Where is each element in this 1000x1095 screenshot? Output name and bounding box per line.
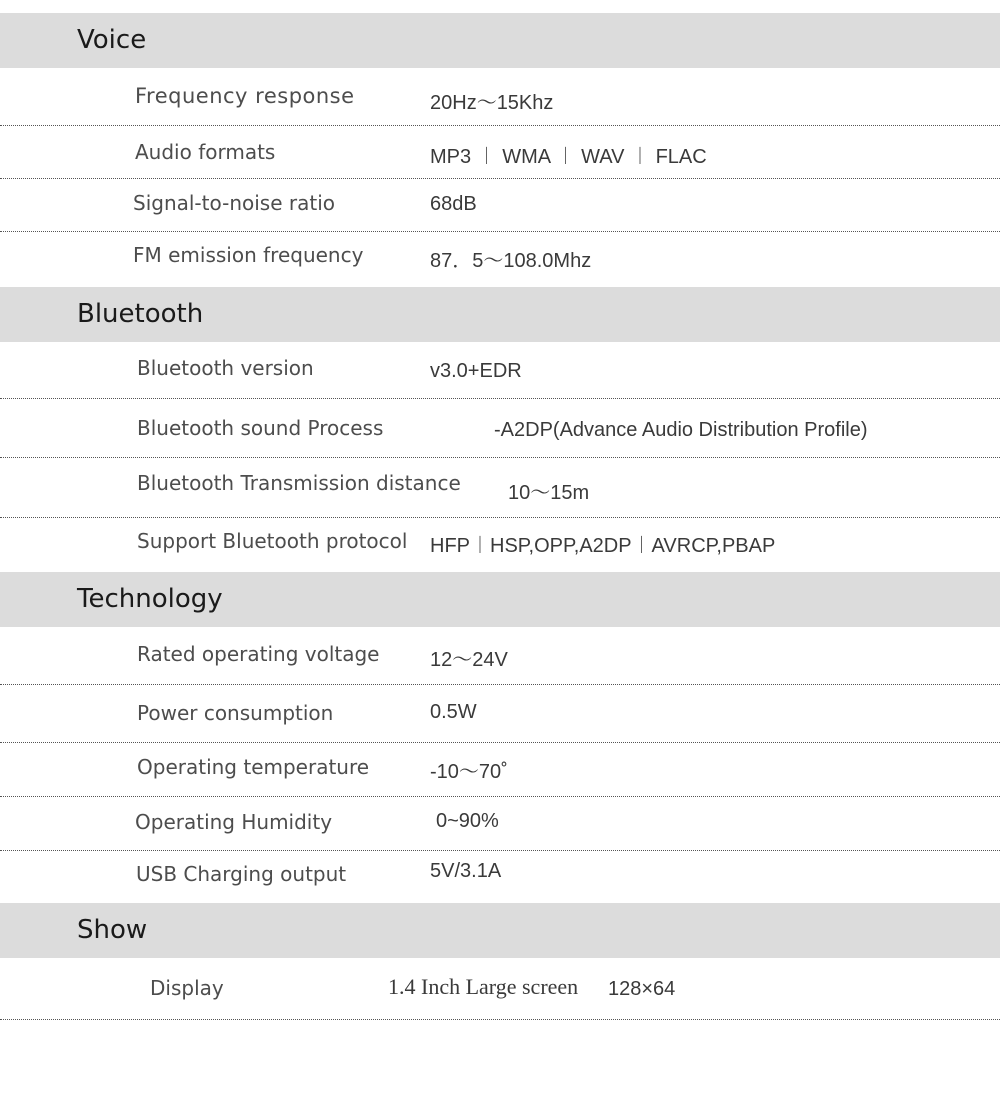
spec-label: Operating temperature [137,755,370,779]
divider [0,517,1000,518]
spec-value: 10～15m [508,482,590,504]
spec-label: Display [150,976,224,1000]
spec-label: Support Bluetooth protocol [137,529,408,553]
spec-label: Bluetooth version [137,356,314,380]
section-title: Show [77,915,148,945]
divider [0,231,1000,232]
divider [0,850,1000,851]
spec-value: 68dB [430,193,477,215]
section-header-technology [0,572,1000,627]
spec-value: -A2DP(Advance Audio Distribution Profile) [494,419,868,441]
spec-label: Power consumption [137,701,334,725]
divider [0,125,1000,126]
spec-label: Frequency response [135,84,355,108]
spec-value: v3.0+EDR [430,360,522,382]
spec-value: MP3 ︱ WMA ︱ WAV ︱ FLAC [430,146,707,168]
spec-value: 1.4 Inch Large screen [388,974,579,999]
spec-value: 20Hz～15Khz [430,92,554,114]
spec-label: Bluetooth Transmission distance [137,471,461,495]
section-header-bluetooth [0,287,1000,342]
spec-value: -10～70˚ [430,761,508,783]
divider [0,742,1000,743]
spec-label: Audio formats [135,140,276,164]
spec-value: HFP︱HSP,OPP,A2DP︱AVRCP,PBAP [430,535,776,557]
divider [0,796,1000,797]
divider [0,684,1000,685]
spec-label: Bluetooth sound Process [137,416,384,440]
spec-value-resolution: 128×64 [608,978,676,1000]
spec-value: 0.5W [430,701,477,723]
section-header-voice [0,13,1000,68]
spec-value: 12～24V [430,649,508,671]
divider [0,457,1000,458]
section-title: Bluetooth [77,299,204,329]
spec-label: Signal-to-noise ratio [133,191,335,215]
spec-label: Rated operating voltage [137,642,380,666]
spec-value: 0~90% [436,810,499,832]
spec-label: Operating Humidity [135,810,333,834]
spec-label: USB Charging output [136,862,347,886]
section-header-show [0,903,1000,958]
divider [0,178,1000,179]
section-title: Voice [77,25,147,55]
divider [0,398,1000,399]
spec-value: 5V/3.1A [430,860,502,882]
section-title: Technology [77,584,223,614]
divider [0,1019,1000,1020]
spec-value: 87．5～108.0Mhz [430,250,592,272]
spec-label: FM emission frequency [133,243,364,267]
